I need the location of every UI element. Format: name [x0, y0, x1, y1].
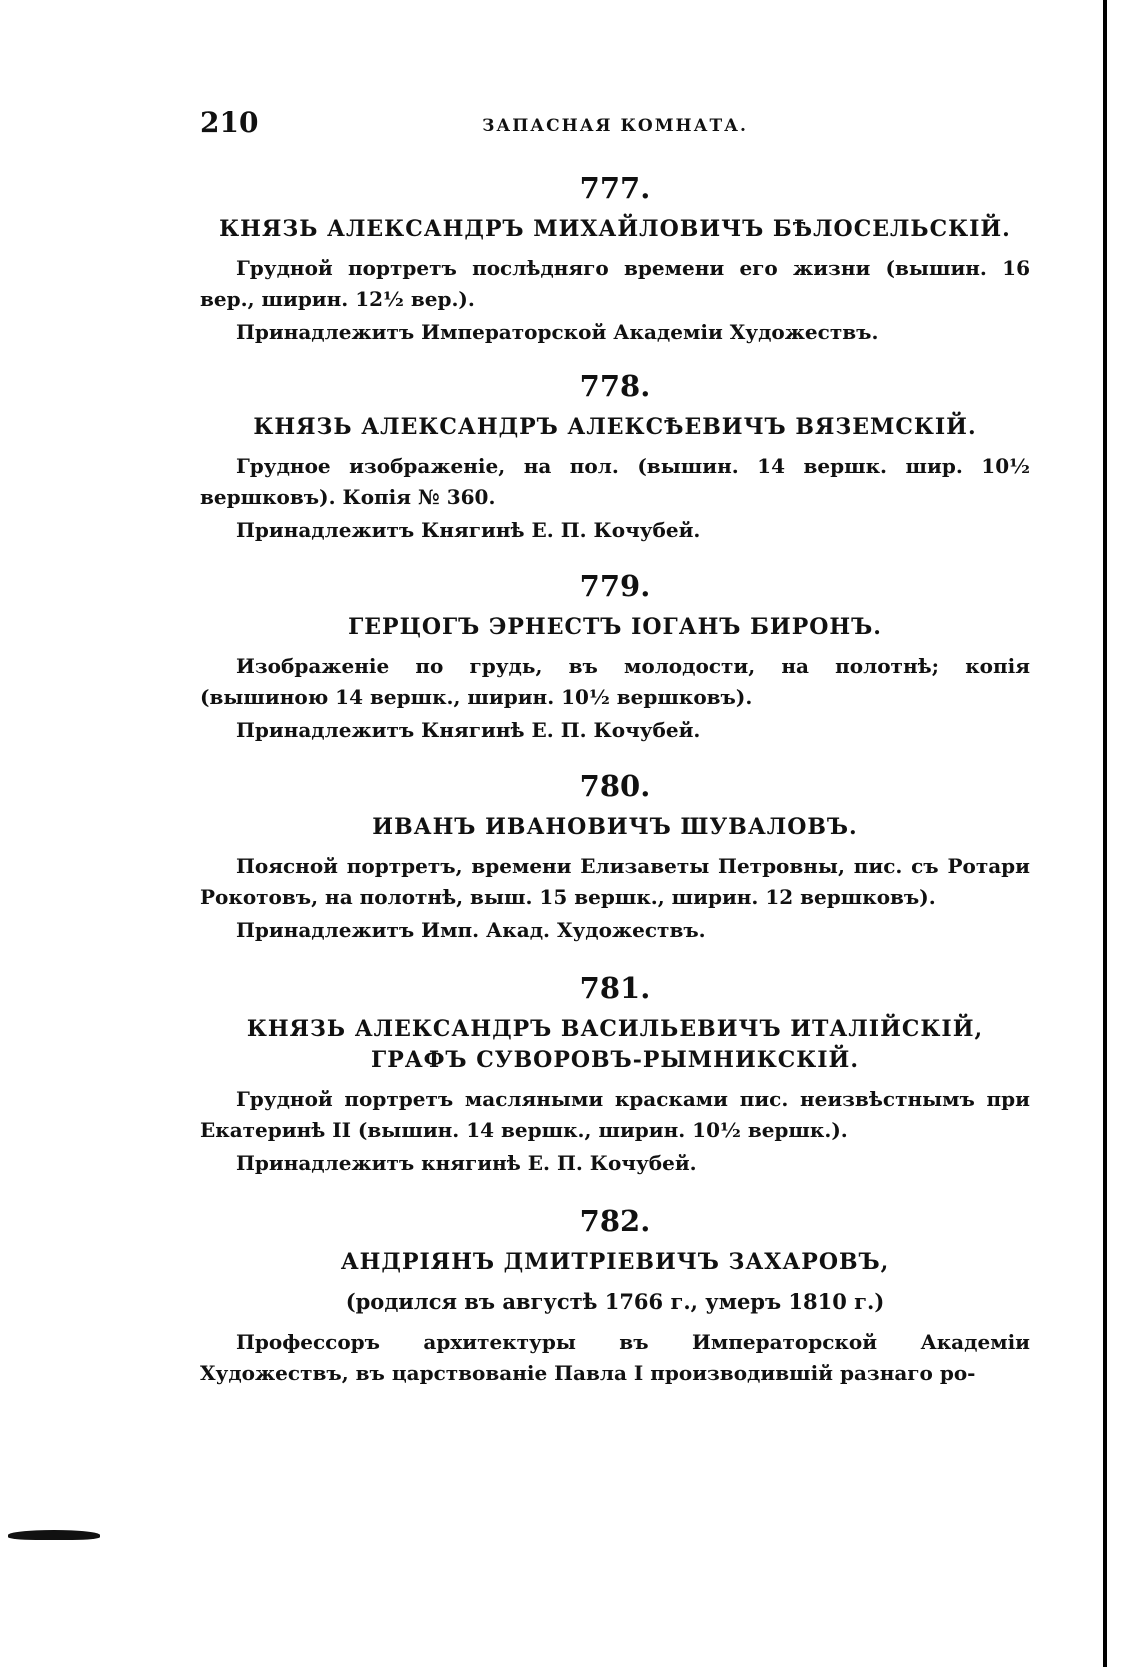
entry-name: КНЯЗЬ АЛЕКСАНДРЪ АЛЕКСѢЕВИЧЪ ВЯЗЕМСКІЙ. [253, 414, 977, 440]
entry-number: 778. [579, 369, 651, 403]
entry-number: 780. [579, 769, 651, 803]
catalog-content [200, 170, 1030, 1389]
edge-ink-mark [8, 1530, 100, 1540]
entry-life-dates: (родился въ августѣ 1766 г., умеръ 1810 г.) [345, 1289, 885, 1314]
catalog-entry [200, 568, 1030, 746]
page-number: 210 [200, 106, 259, 139]
entry-owner: Принадлежитъ Имп. Акад. Художествъ. [236, 918, 706, 942]
entry-number: 781. [579, 971, 651, 1005]
entry-owner: Принадлежитъ Княгинѣ Е. П. Кочубей. [236, 518, 701, 542]
entry-description: Грудное изображеніе, на пол. (вышин. 14 вершк. шир. 10½ вершковъ). Копія № 360. [200, 454, 1030, 509]
catalog-entry [200, 1203, 1030, 1389]
entry-description: Профессоръ архитектуры въ Императорской Академіи Художествъ, въ царствованіе Павла I производившій разнаго ро- [200, 1330, 1030, 1385]
running-title: ЗАПАСНАЯ КОМНАТА. [482, 116, 748, 136]
entry-name: КНЯЗЬ АЛЕКСАНДРЪ МИХАЙЛОВИЧЪ БѢЛОСЕЛЬСКІЙ. [219, 216, 1011, 242]
entry-description: Поясной портретъ, времени Елизаветы Петровны, пис. съ Ротари Рокотовъ, на полотнѣ, выш. 15 вершк., ширин. 12 вершковъ). [200, 854, 1030, 909]
page-header [200, 106, 1030, 146]
entry-name: ИВАНЪ ИВАНОВИЧЪ ШУВАЛОВЪ. [372, 814, 858, 840]
page-edge-line [1103, 0, 1107, 1667]
catalog-entry [200, 368, 1030, 546]
entry-number: 779. [579, 569, 651, 603]
entry-description: Грудной портретъ послѣдняго времени его жизни (вышин. 16 вер., ширин. 12½ вер.). [200, 256, 1030, 311]
entry-name: КНЯЗЬ АЛЕКСАНДРЪ ВАСИЛЬЕВИЧЪ ИТАЛІЙСКІЙ, ГРАФЪ СУВОРОВЪ-РЫМНИКСКІЙ. [246, 1016, 984, 1073]
entry-owner: Принадлежитъ Княгинѣ Е. П. Кочубей. [236, 718, 701, 742]
entry-name: АНДРІЯНЪ ДМИТРІЕВИЧЪ ЗАХАРОВЪ, [340, 1249, 890, 1275]
entry-description: Грудной портретъ масляными красками пис. неизвѣстнымъ при Екатеринѣ II (вышин. 14 вершк., ширин. 10½ вершк.). [200, 1087, 1030, 1142]
entry-description: Изображеніе по грудь, въ молодости, на полотнѣ; копія (вышиною 14 вершк., ширин. 10½ вершковъ). [200, 654, 1030, 709]
catalog-entry [200, 970, 1030, 1179]
entry-number: 777. [579, 171, 651, 205]
entry-owner: Принадлежитъ княгинѣ Е. П. Кочубей. [236, 1151, 697, 1175]
entry-owner: Принадлежитъ Императорской Академіи Художествъ. [236, 320, 879, 344]
entry-name: ГЕРЦОГЪ ЭРНЕСТЪ ІОГАНЪ БИРОНЪ. [348, 614, 882, 640]
catalog-entry [200, 170, 1030, 348]
catalog-entry [200, 768, 1030, 946]
entry-number: 782. [579, 1204, 651, 1238]
